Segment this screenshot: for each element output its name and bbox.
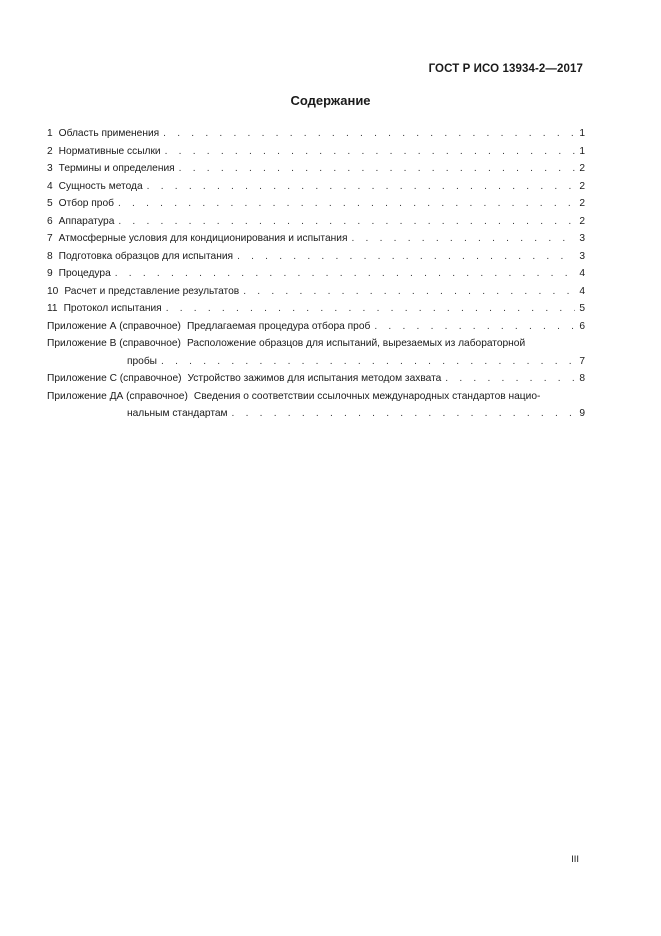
toc-entry-page: 3 <box>579 250 585 262</box>
toc-entry-number: 3 <box>47 163 53 174</box>
toc-leader-dots <box>118 213 575 231</box>
toc-entry-title: Отбор проб <box>58 198 114 209</box>
appendix-label: Приложение С (справочное) <box>47 373 182 384</box>
toc-entry-title: Атмосферные условия для кондиционирования и испытания <box>58 233 348 244</box>
toc-entry-title: Процедура <box>58 268 111 279</box>
toc-entry-number: 10 <box>47 285 59 297</box>
toc-entry-page: 2 <box>579 198 585 209</box>
toc-leader-dots <box>237 248 575 266</box>
toc-entry-page: 9 <box>579 408 585 419</box>
toc-entry[interactable] <box>47 160 585 178</box>
toc-entry[interactable] <box>47 125 585 143</box>
toc-entry-page: 4 <box>579 268 585 279</box>
toc-entry-number: 4 <box>47 180 53 192</box>
toc-entry-title: Сущность метода <box>58 180 143 192</box>
toc-entry-page: 6 <box>579 320 585 332</box>
toc-leader-dots <box>163 125 575 143</box>
appendix-title-continued: пробы <box>127 355 158 367</box>
toc-entry-page: 2 <box>579 215 585 227</box>
appendix-label: Приложение ДА (справочное) <box>47 390 188 402</box>
toc-leader-dots <box>118 195 575 213</box>
toc-entry-title: Термины и определения <box>58 163 175 174</box>
toc-entry-page: 1 <box>579 145 585 157</box>
toc-appendix-c[interactable] <box>47 370 585 388</box>
toc-entry-title: Протокол испытания <box>63 303 162 314</box>
toc-entry-number: 11 <box>47 303 58 314</box>
toc-entry-title: Расчет и представление результатов <box>64 285 240 297</box>
toc-entry-number: 2 <box>47 145 53 157</box>
toc-entry-title: Подготовка образцов для испытания <box>58 250 234 262</box>
toc-entry[interactable] <box>47 265 585 283</box>
toc-entry-page: 7 <box>579 355 585 367</box>
toc-entry-number: 5 <box>47 198 53 209</box>
toc-leader-dots <box>374 318 575 336</box>
toc-entry-number: 1 <box>47 128 53 139</box>
toc-leader-dots <box>166 300 576 318</box>
toc-appendix-b[interactable] <box>47 335 585 370</box>
toc-leader-dots <box>243 283 575 301</box>
toc-entry-page: 3 <box>579 233 585 244</box>
toc-entry[interactable] <box>47 178 585 196</box>
appendix-label: Приложение А (справочное) <box>47 320 181 332</box>
toc-appendix-da[interactable] <box>47 388 585 423</box>
toc-entry[interactable] <box>47 143 585 161</box>
toc-entry-page: 8 <box>579 373 585 384</box>
toc-appendix-a[interactable] <box>47 318 585 336</box>
toc-entry-title: Область применения <box>58 128 160 139</box>
toc-leader-dots <box>147 178 576 196</box>
toc-entry-number: 6 <box>47 215 53 227</box>
toc-title: Содержание <box>290 93 371 108</box>
toc-entry-page: 1 <box>579 128 585 139</box>
document-code: ГОСТ Р ИСО 13934-2—2017 <box>428 63 583 75</box>
toc-entry-number: 7 <box>47 233 53 244</box>
toc-leader-dots <box>165 143 576 161</box>
toc-leader-dots <box>351 230 575 248</box>
toc-entry[interactable] <box>47 300 585 318</box>
toc-entry[interactable] <box>47 195 585 213</box>
toc-entry[interactable] <box>47 283 585 301</box>
toc-leader-dots <box>115 265 576 283</box>
toc-entry[interactable] <box>47 230 585 248</box>
toc-leader-dots <box>232 405 576 423</box>
appendix-title: Устройство зажимов для испытания методом захвата <box>187 373 442 384</box>
toc-entry-title: Нормативные ссылки <box>58 145 161 157</box>
page-number: III <box>571 854 579 865</box>
toc-entry-page: 2 <box>579 180 585 192</box>
appendix-title: Предлагаемая процедура отбора проб <box>186 320 371 332</box>
toc-entry[interactable] <box>47 248 585 266</box>
appendix-title: Расположение образцов для испытаний, вырезаемых из лабораторной <box>186 338 526 349</box>
toc-entry-number: 9 <box>47 268 53 279</box>
toc-entry-title: Аппаратура <box>58 215 115 227</box>
toc-entry-page: 5 <box>579 303 585 314</box>
appendix-label: Приложение В (справочное) <box>47 338 181 349</box>
toc-entry-page: 2 <box>579 163 585 174</box>
appendix-title-continued: нальным стандартам <box>127 408 228 419</box>
appendix-title: Сведения о соответствии ссылочных международных стандартов нацио- <box>193 390 541 402</box>
toc-leader-dots <box>445 370 575 388</box>
toc-entry-page: 4 <box>579 285 585 297</box>
table-of-contents <box>47 125 585 423</box>
toc-leader-dots <box>161 353 575 371</box>
toc-entry-number: 8 <box>47 250 53 262</box>
toc-entry[interactable] <box>47 213 585 231</box>
toc-leader-dots <box>179 160 576 178</box>
